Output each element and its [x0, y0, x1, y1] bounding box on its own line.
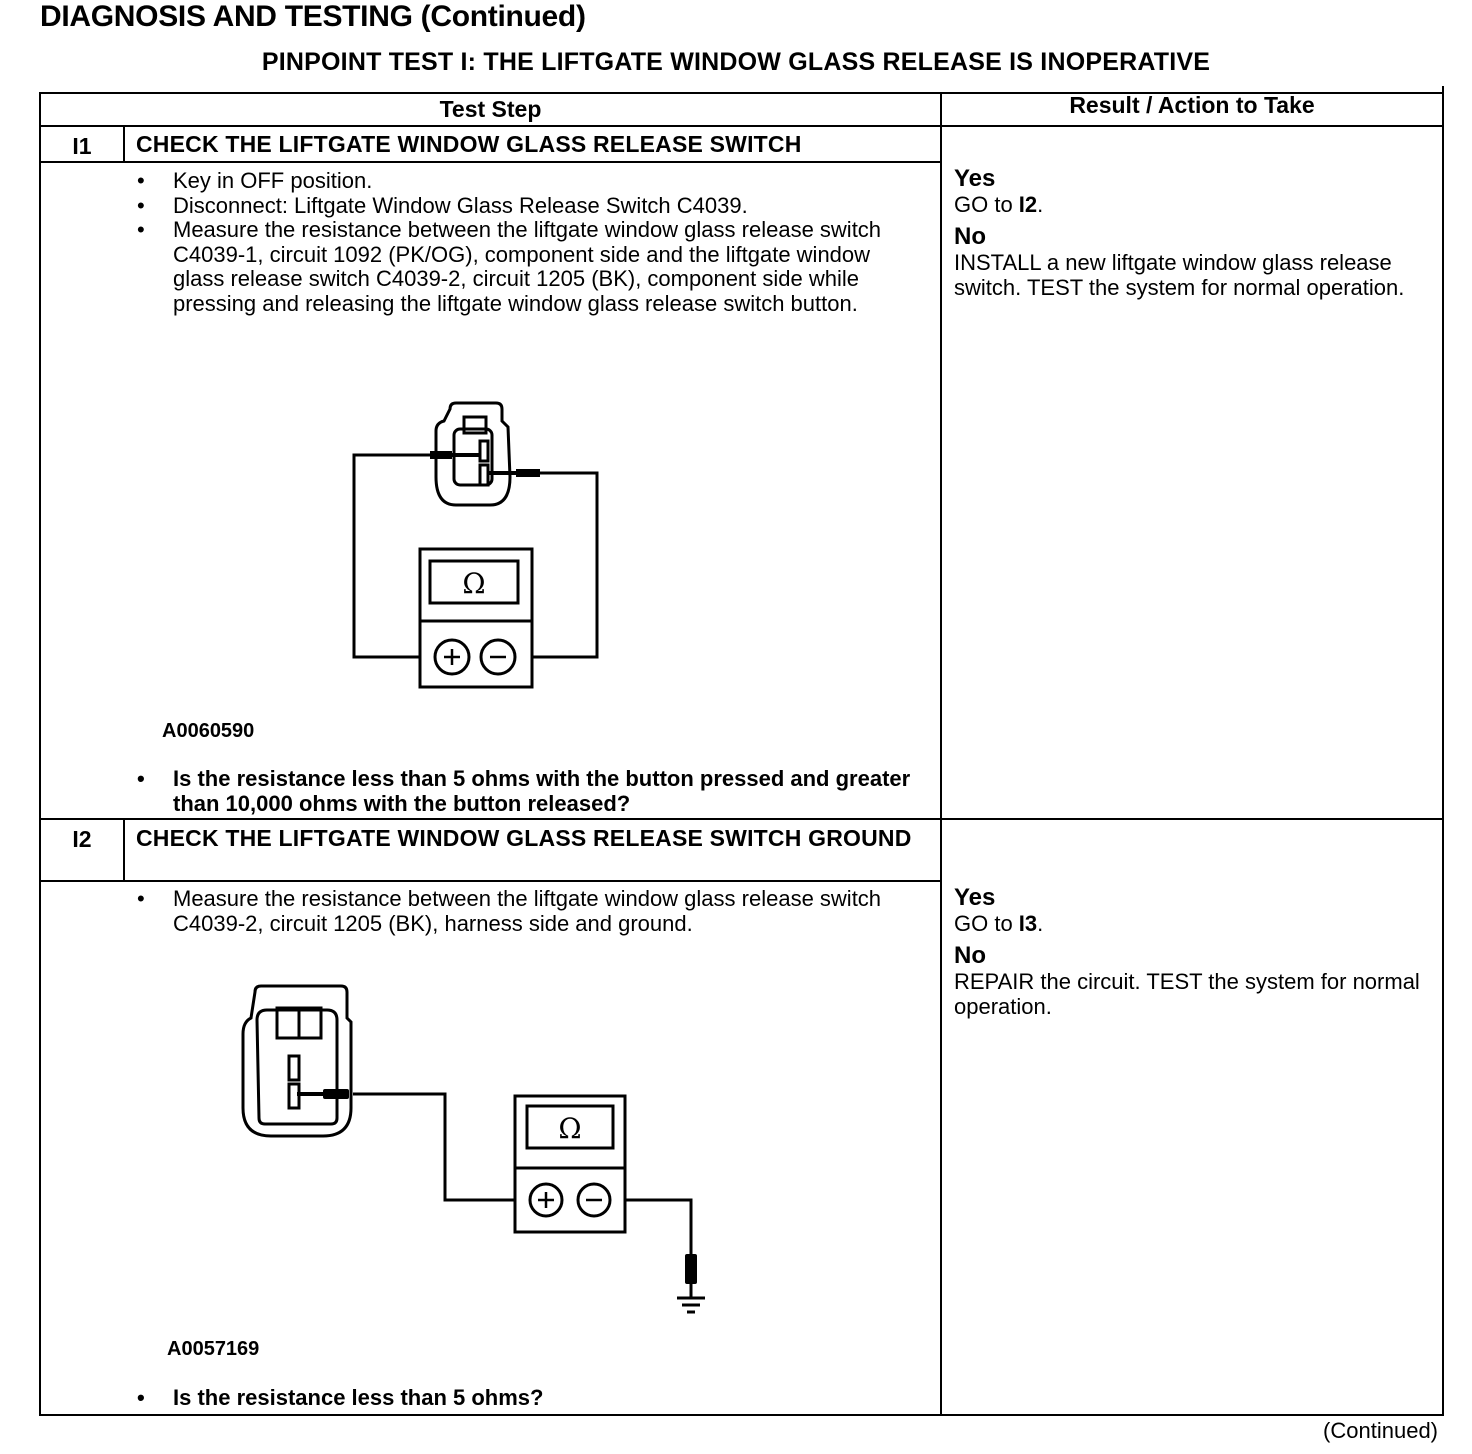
instruction-item: • Measure the resistance between the liftgate window glass release switch C4039-1, circuit 1092 (PK/OG), component side and the liftgate window glass release switch C4039-2, circuit 1205 (BK), component side while pressing and releasing the liftgate window glass release switch button.	[135, 218, 905, 316]
figure-id: A0060590	[162, 720, 255, 742]
column-header-result: Result / Action to Take	[1069, 92, 1315, 118]
yes-label: Yes	[954, 884, 996, 911]
no-label: No	[954, 223, 986, 250]
result-I1	[954, 165, 1424, 306]
instruction-item: • Key in OFF position.	[135, 169, 905, 194]
no-label: No	[954, 942, 986, 969]
no-action: REPAIR the circuit. TEST the system for normal operation.	[954, 969, 1420, 1019]
ohmmeter-diagram-switch	[340, 395, 620, 705]
step-title: CHECK THE LIFTGATE WINDOW GLASS RELEASE SWITCH	[136, 131, 802, 157]
step-id: I2	[72, 826, 92, 852]
result-I2	[954, 884, 1424, 1025]
yes-action: GO to I2.	[954, 192, 1044, 217]
step-question: • Is the resistance less than 5 ohms with the button pressed and greater than 10,000 ohms with the button released?	[135, 766, 943, 816]
ohm-symbol: Ω	[558, 1112, 582, 1145]
no-action: INSTALL a new liftgate window glass release switch. TEST the system for normal operation.	[954, 250, 1405, 300]
instruction-item: • Measure the resistance between the liftgate window glass release switch C4039-2, circuit 1205 (BK), harness side and ground.	[135, 887, 905, 936]
yes-action: GO to I3.	[954, 911, 1044, 936]
ohm-symbol: Ω	[462, 567, 486, 600]
ohmmeter-diagram-ground	[235, 978, 715, 1318]
step-instructions	[135, 887, 905, 936]
pinpoint-test-title: PINPOINT TEST I: THE LIFTGATE WINDOW GLASS RELEASE IS INOPERATIVE	[261, 48, 1211, 76]
page-heading: DIAGNOSIS AND TESTING (Continued)	[40, 0, 586, 33]
instruction-item: • Disconnect: Liftgate Window Glass Release Switch C4039.	[135, 194, 905, 219]
yes-label: Yes	[954, 165, 996, 192]
continued-note: (Continued)	[1323, 1418, 1438, 1443]
step-instructions	[135, 169, 905, 317]
step-title: CHECK THE LIFTGATE WINDOW GLASS RELEASE SWITCH GROUND	[136, 825, 912, 851]
column-header-test-step: Test Step	[439, 96, 542, 122]
step-question: • Is the resistance less than 5 ohms?	[135, 1385, 943, 1410]
step-id: I1	[72, 133, 92, 159]
figure-id: A0057169	[167, 1338, 260, 1360]
